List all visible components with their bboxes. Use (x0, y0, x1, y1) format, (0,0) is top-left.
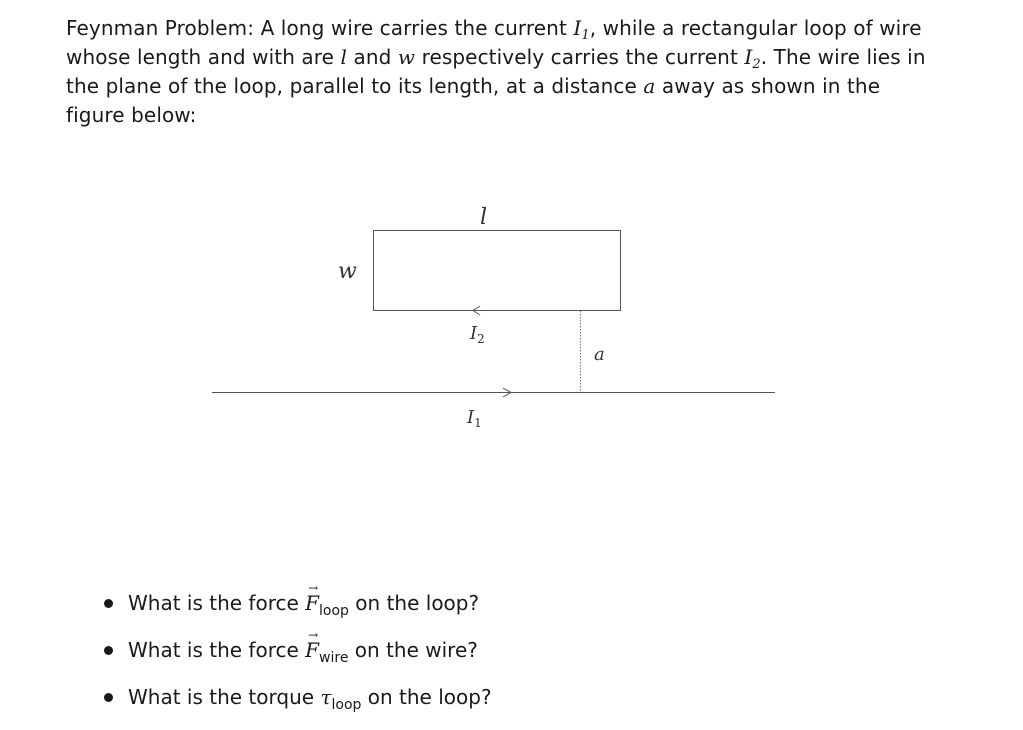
question-list (100, 585, 800, 726)
question-text: What is the torque (128, 685, 321, 709)
problem-text-4: respectively carries the current (415, 45, 745, 69)
force-vector-symbol: F → (305, 585, 319, 621)
symbol-subscript: loop (319, 603, 349, 619)
rectangular-loop (374, 231, 621, 311)
problem-text-6: away as shown in the figure below: (66, 74, 881, 127)
question-text: What is the force (128, 638, 306, 662)
symbol-l: l (340, 45, 348, 69)
symbol-a: a (643, 74, 656, 98)
problem-text-1: A long wire carries the current (254, 16, 574, 40)
torque-symbol: τ (320, 685, 332, 709)
label-I2-base: I (470, 323, 478, 344)
question-item (100, 585, 800, 632)
label-I1 (466, 407, 482, 430)
symbol-I1-base: I (573, 16, 582, 40)
symbol-w: w (397, 45, 416, 69)
question-text-end: on the loop? (361, 685, 492, 709)
symbol-subscript: wire (319, 650, 349, 666)
force-vector-symbol: F → (305, 632, 319, 668)
label-I2-sub: 2 (477, 332, 485, 346)
symbol-I2-sub: 2 (752, 57, 761, 72)
label-I1-sub: 1 (474, 416, 482, 430)
problem-text-5: . The wire lies in the plane of the loop, parallel to its length, at a distance (66, 45, 926, 98)
label-I1-base: I (467, 407, 475, 428)
symbol-I2-base: I (744, 45, 753, 69)
label-w: w (338, 259, 357, 284)
label-l: l (480, 205, 488, 230)
problem-text-3: and (347, 45, 398, 69)
symbol-I1-sub: 1 (581, 28, 590, 43)
question-text-end: on the loop? (348, 591, 480, 615)
label-I2 (469, 323, 485, 346)
problem-text-2: , while a rectangular loop of wire whose length and with are (66, 16, 922, 69)
question-text-end: on the wire? (348, 638, 478, 662)
question-text: What is the force (128, 591, 306, 615)
problem-prefix: Feynman Problem: (66, 16, 255, 40)
question-item (100, 632, 800, 679)
label-a: a (594, 344, 605, 365)
question-item (100, 679, 800, 726)
symbol-subscript: loop (331, 697, 362, 713)
